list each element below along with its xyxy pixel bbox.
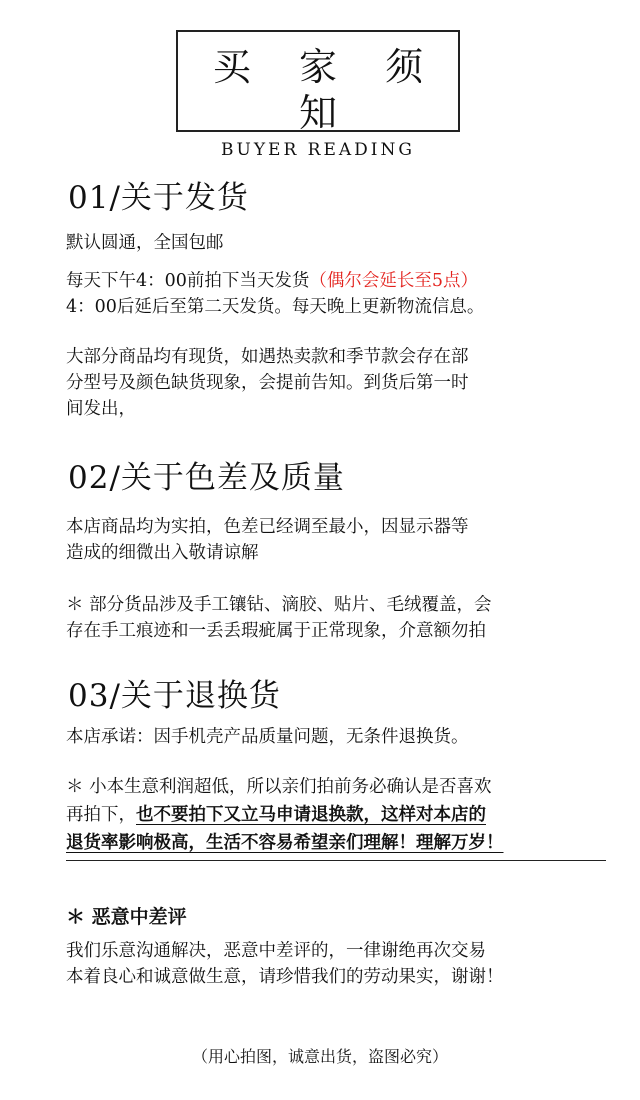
section-1-line-1: 默认圆通，全国包邮 [66, 233, 224, 253]
section-4-line-1: 我们乐意沟通解决，恶意中差评的，一律谢绝再次交易 [66, 941, 486, 961]
section-3-bold-text-2: 退货率影响极高，生活不容易希望亲们理解！理解万岁！ [66, 833, 504, 853]
section-3-para-1: 本店承诺：因手机壳产品质量问题，无条件退换货。 [66, 727, 469, 747]
section-divider [66, 860, 606, 861]
section-3-para-2-line-1: ＊ 小本生意利润超低，所以亲们拍前务必确认是否喜欢 [66, 777, 492, 797]
section-2-para-2-line-2: 存在手工痕迹和一丢丢瑕疵属于正常现象，介意额勿拍 [66, 621, 486, 641]
title-english: BUYER READING [221, 140, 415, 160]
section-1-line-2 [66, 268, 478, 294]
section-3-plain-text: 再拍下， [66, 805, 136, 825]
section-2-para-2-line-1: ＊ 部分货品涉及手工镶钻、滴胶、贴片、毛绒覆盖，会 [66, 595, 492, 615]
title-box [176, 30, 460, 160]
footer-note: （用心拍图，诚意出货，盗图必究） [191, 1047, 448, 1066]
section-1-para-line-2: 分型号及颜色缺货现象，会提前告知。到货后第一时 [66, 373, 469, 393]
section-1-line-3: 4：00后延后至第二天发货。每天晚上更新物流信息。 [66, 297, 485, 317]
section-3-heading: 03/关于退换货 [68, 678, 281, 714]
shipping-cutoff-text: 每天下午4：00前拍下当天发货 [66, 271, 310, 291]
section-4-line-2: 本着良心和诚意做生意，请珍惜我们的劳动果实，谢谢！ [66, 967, 504, 987]
section-3-para-2-line-3 [66, 830, 504, 856]
section-3-para-2-line-2 [66, 802, 486, 828]
section-3-bold-text-1: 也不要拍下又立马申请退换款，这样对本店的 [136, 805, 486, 825]
title-chinese: 买 家 须 知 [212, 45, 442, 135]
section-1-para-line-1: 大部分商品均有现货，如遇热卖款和季节款会存在部 [66, 347, 469, 367]
section-2-para-1-line-2: 造成的细微出入敬请谅解 [66, 543, 259, 563]
shipping-cutoff-note: （偶尔会延长至5点） [309, 271, 479, 291]
section-4-heading: ＊ 恶意中差评 [66, 906, 187, 928]
section-1-para-line-3: 间发出， [66, 399, 136, 419]
section-1-heading: 01/关于发货 [68, 180, 249, 216]
section-2-heading: 02/关于色差及质量 [68, 460, 345, 496]
section-2-para-1-line-1: 本店商品均为实拍，色差已经调至最小，因显示器等 [66, 517, 469, 537]
